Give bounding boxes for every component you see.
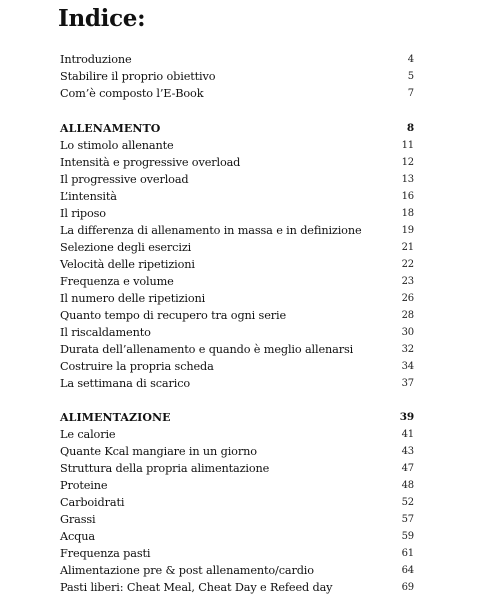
toc-heading-label: ALLENAMENTO	[60, 122, 161, 135]
toc-entry-label: Il numero delle ripetizioni	[60, 292, 206, 305]
page-title: Indice:	[58, 5, 146, 32]
toc-entry[interactable]	[60, 51, 414, 68]
toc-entry[interactable]	[60, 460, 414, 477]
toc-entry[interactable]	[60, 528, 414, 545]
toc-heading-label: ALIMENTAZIONE	[60, 411, 171, 424]
toc-entry-page: 5	[407, 71, 414, 82]
toc-entry-label: Quanto tempo di recupero tra ogni serie	[60, 309, 286, 322]
toc-entry[interactable]	[60, 307, 414, 324]
toc-entry-page: 59	[401, 531, 414, 542]
toc-entry[interactable]	[60, 290, 414, 307]
toc-entry-label: Stabilire il proprio obiettivo	[60, 70, 216, 83]
toc-entry-label: Introduzione	[60, 53, 132, 66]
toc-entry-label: Velocità delle ripetizioni	[60, 258, 195, 271]
toc-entry[interactable]	[60, 511, 414, 528]
toc-entry-page: 52	[401, 497, 414, 508]
toc-entry[interactable]	[60, 171, 414, 188]
toc-entry-page: 7	[407, 88, 414, 99]
toc-entry-page: 18	[401, 208, 414, 219]
toc-entry[interactable]	[60, 85, 414, 102]
toc-entry-page: 22	[401, 259, 414, 270]
toc-entry-label: La settimana di scarico	[60, 377, 191, 390]
toc-entry[interactable]	[60, 188, 414, 205]
toc-entry-page: 30	[401, 327, 414, 338]
toc-entry[interactable]	[60, 494, 414, 511]
toc-entry-page: 32	[401, 344, 414, 355]
toc-entry-label: Il riscaldamento	[60, 326, 151, 339]
toc-entry-label: Acqua	[60, 530, 95, 543]
toc-entry-label: Intensità e progressive overload	[60, 156, 241, 169]
toc-entry-page: 26	[401, 293, 414, 304]
toc-section-alimentazione	[60, 409, 414, 596]
toc-entry[interactable]	[60, 256, 414, 273]
toc-entry-label: La differenza di allenamento in massa e in definizione	[60, 224, 362, 237]
toc-entry-page: 11	[401, 140, 414, 151]
toc-entry-page: 69	[401, 582, 414, 593]
toc-entry-label: Il progressive overload	[60, 173, 189, 186]
toc-entry-label: L’intensità	[60, 190, 117, 203]
toc-entry-label: Lo stimolo allenante	[60, 139, 174, 152]
toc-heading-page: 8	[406, 122, 414, 134]
toc-entry-label: Il riposo	[60, 207, 106, 220]
toc-entry[interactable]	[60, 222, 414, 239]
toc-section-allenamento	[60, 120, 414, 392]
toc-entry-label: Struttura della propria alimentazione	[60, 462, 270, 475]
toc-heading-page: 39	[399, 411, 414, 423]
toc-entry-label: Grassi	[60, 513, 96, 526]
toc-entry-page: 23	[401, 276, 414, 287]
toc-entry-label: Quante Kcal mangiare in un giorno	[60, 445, 257, 458]
toc-entry-page: 57	[401, 514, 414, 525]
toc-entry-page: 4	[407, 54, 414, 65]
toc-entry[interactable]	[60, 205, 414, 222]
toc-entry-page: 12	[401, 157, 414, 168]
toc-entry-page: 34	[401, 361, 414, 372]
toc-entry[interactable]	[60, 562, 414, 579]
toc-entry[interactable]	[60, 341, 414, 358]
toc-entry-page: 13	[401, 174, 414, 185]
toc-entry-page: 48	[401, 480, 414, 491]
toc-entry[interactable]	[60, 477, 414, 494]
toc-entry-label: Alimentazione pre & post allenamento/cardio	[60, 564, 314, 577]
toc-entry-page: 21	[401, 242, 414, 253]
toc-entry[interactable]	[60, 68, 414, 85]
toc-entry[interactable]	[60, 426, 414, 443]
toc-entry-label: Selezione degli esercizi	[60, 241, 192, 254]
toc-entry-label: Pasti liberi: Cheat Meal, Cheat Day e Refeed day	[60, 581, 333, 594]
toc-entry-page: 28	[401, 310, 414, 321]
toc-entry-page: 61	[401, 548, 414, 559]
toc-entry-page: 41	[401, 429, 414, 440]
toc-entry-label: Carboidrati	[60, 496, 125, 509]
toc-entry-label: Le calorie	[60, 428, 116, 441]
toc-entry-label: Proteine	[60, 479, 108, 492]
toc-entry-page: 16	[401, 191, 414, 202]
toc-entry-page: 19	[401, 225, 414, 236]
toc-entry[interactable]	[60, 375, 414, 392]
toc-entry[interactable]	[60, 579, 414, 596]
toc-entry[interactable]	[60, 239, 414, 256]
toc-entry-page: 43	[401, 446, 414, 457]
toc-entry-label: Durata dell’allenamento e quando è meglio allenarsi	[60, 343, 354, 356]
toc-entry[interactable]	[60, 273, 414, 290]
toc-entry-page: 37	[401, 378, 414, 389]
toc-entry[interactable]	[60, 443, 414, 460]
toc-section-heading[interactable]	[60, 409, 414, 426]
toc-entry[interactable]	[60, 137, 414, 154]
toc-section-intro	[60, 51, 414, 102]
toc-entry-label: Frequenza pasti	[60, 547, 151, 560]
toc-entry-label: Frequenza e volume	[60, 275, 174, 288]
toc-section-heading[interactable]	[60, 120, 414, 137]
toc-entry[interactable]	[60, 154, 414, 171]
toc-entry[interactable]	[60, 324, 414, 341]
toc-entry[interactable]	[60, 358, 414, 375]
toc-entry-label: Costruire la propria scheda	[60, 360, 214, 373]
toc-entry-label: Com’è composto l’E-Book	[60, 87, 204, 100]
toc-entry-page: 47	[401, 463, 414, 474]
toc-entry-page: 64	[401, 565, 414, 576]
toc-entry[interactable]	[60, 545, 414, 562]
